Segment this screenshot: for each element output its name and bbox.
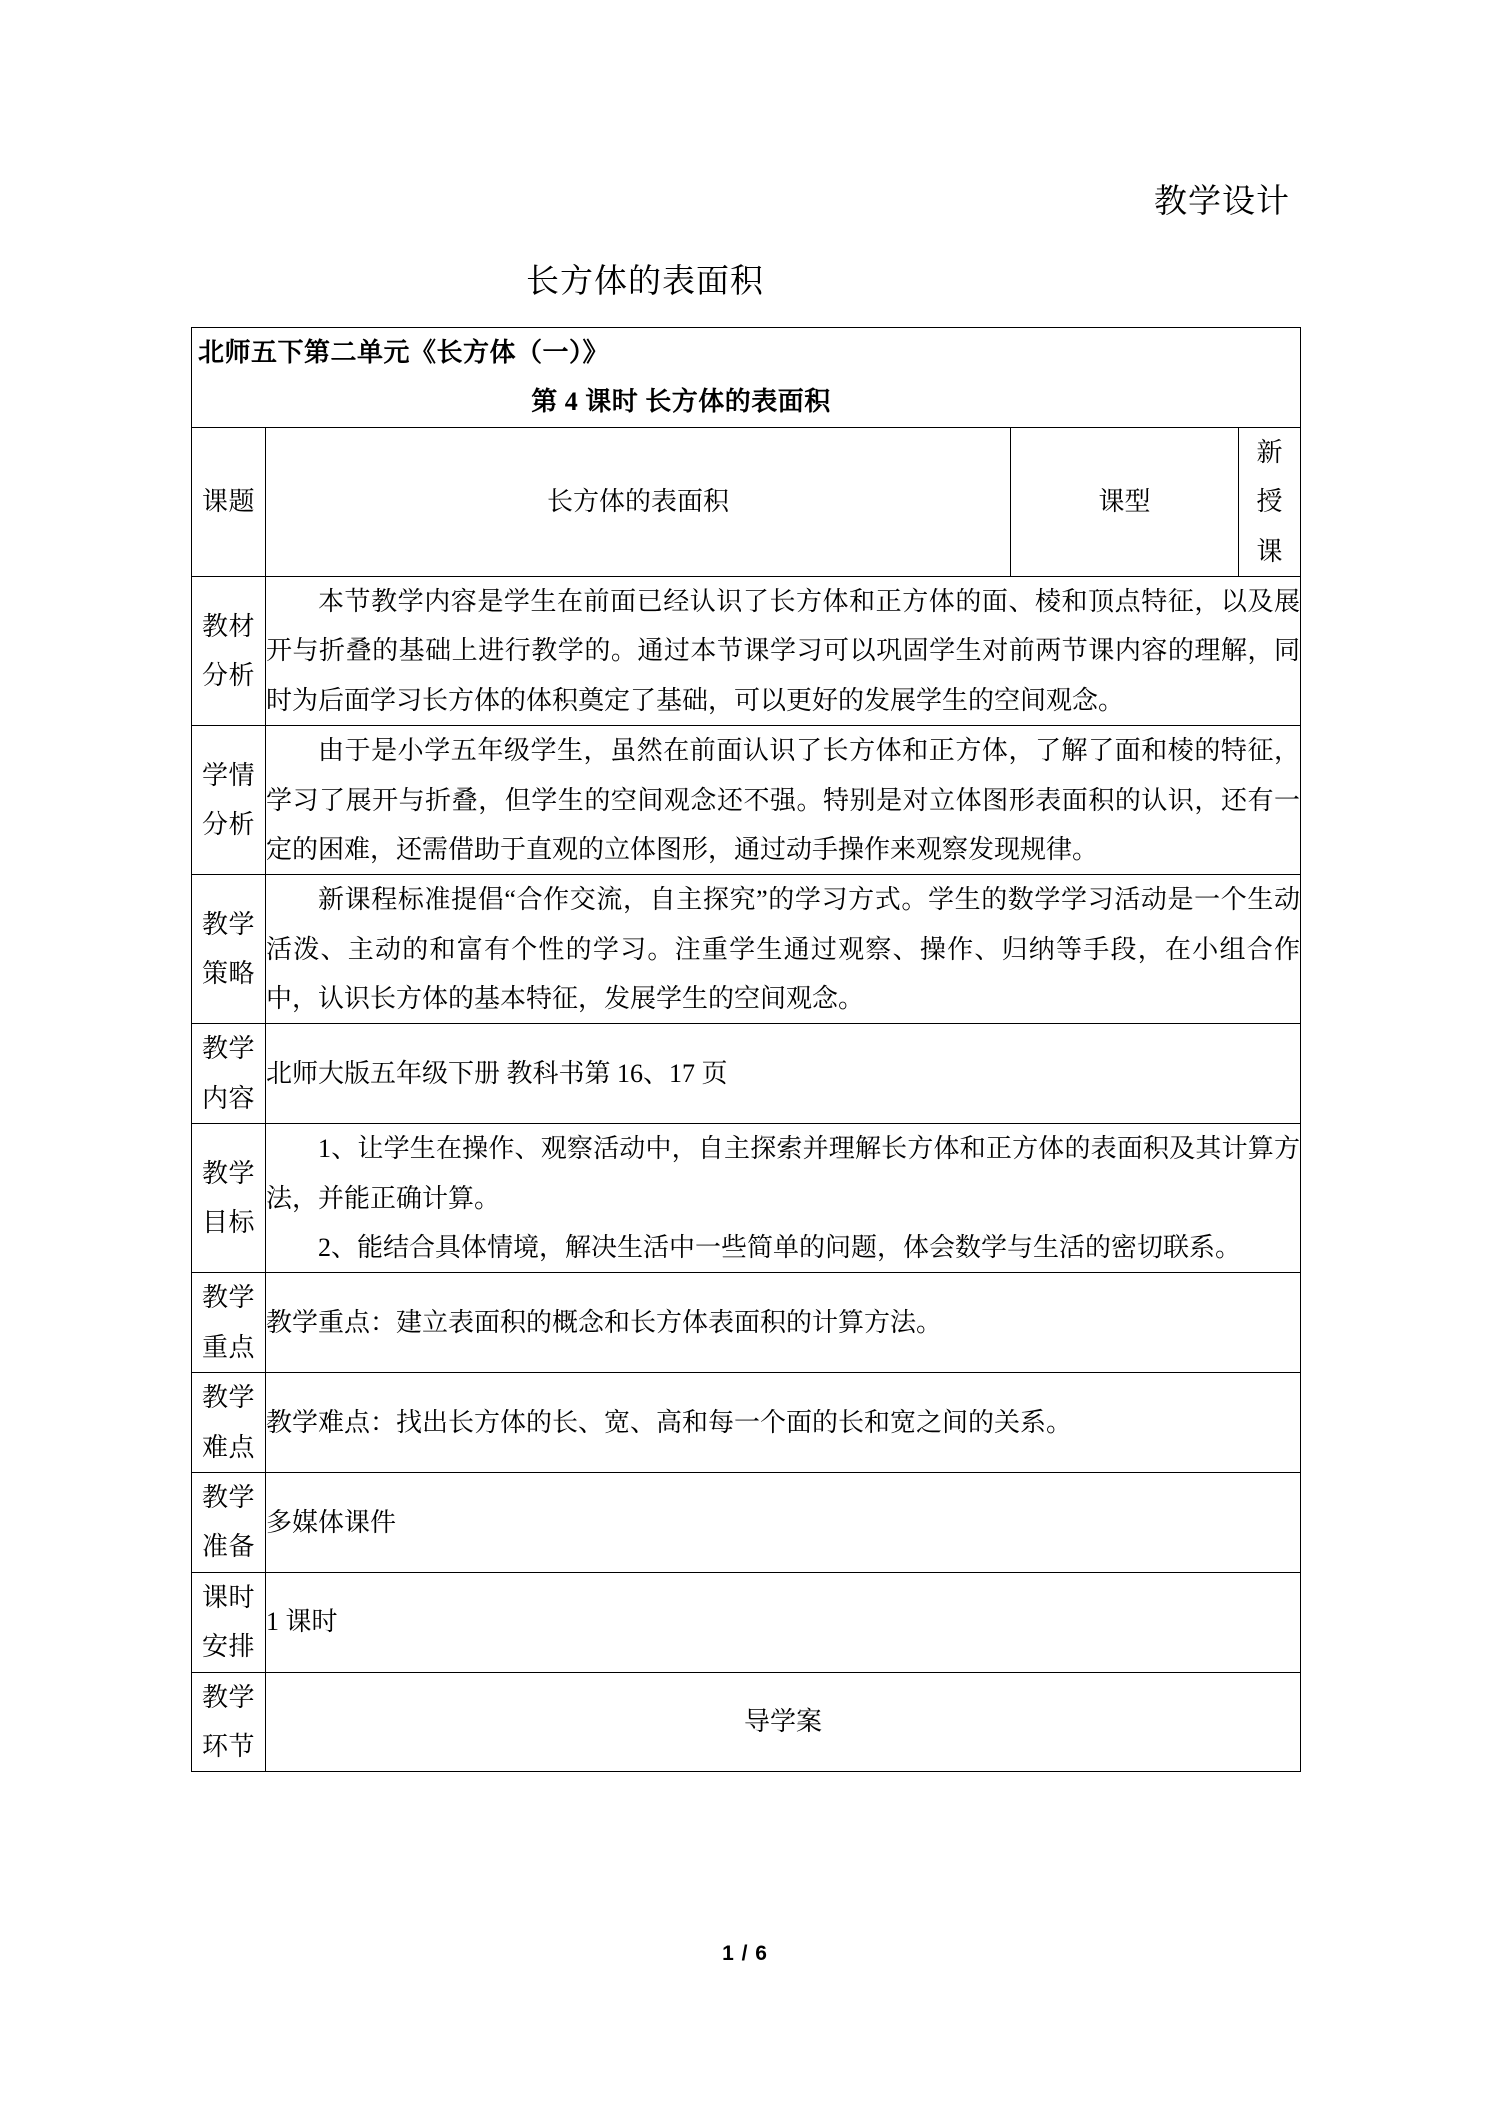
- banner-cell: [192, 328, 1301, 428]
- lesson-type-char-3: 课: [1256, 536, 1283, 566]
- row-label-textbook-analysis: [192, 576, 266, 725]
- table-row-topic: [192, 427, 1301, 576]
- table-row-key-point: [192, 1273, 1301, 1373]
- row-label-lesson-type: 课型: [1011, 427, 1239, 576]
- row-label-line-1: 课时: [201, 1582, 255, 1612]
- row-label-topic: 课题: [192, 427, 266, 576]
- row-label-line-1: 教学: [201, 1283, 255, 1313]
- row-label-teaching-content: [192, 1024, 266, 1124]
- paragraph: 由于是小学五年级学生，虽然在前面认识了长方体和正方体，了解了面和棱的特征，学习了展开与折叠，但学生的空间观念还不强。特别是对立体图形表面积的认识，还有一定的困难，还需借助于直观的立体图形，通过动手操作来观察发现规律。: [266, 736, 1301, 864]
- lesson-type-value: [1239, 427, 1301, 576]
- row-label-line-2: 安排: [201, 1632, 255, 1662]
- row-label-student-analysis: [192, 726, 266, 875]
- row-label-line-2: 环节: [201, 1731, 255, 1761]
- row-label-line-2: 策略: [201, 959, 255, 989]
- row-label-line-1: 教学: [201, 1034, 255, 1064]
- row-label-line-1: 教材: [201, 611, 255, 641]
- lesson-plan-table-body: [192, 328, 1301, 1772]
- paragraph: 1、让学生在操作、观察活动中，自主探索并理解长方体和正方体的表面积及其计算方法，并能正确计算。: [266, 1134, 1301, 1213]
- lesson-plan-table: [191, 327, 1301, 1772]
- textbook-analysis-content: [266, 576, 1301, 725]
- teaching-objectives-content: [266, 1124, 1301, 1273]
- teaching-content-value: 北师大版五年级下册 教科书第 16、17 页: [266, 1024, 1301, 1124]
- student-analysis-content: [266, 726, 1301, 875]
- table-row-preparation: [192, 1472, 1301, 1572]
- paragraph: 本节教学内容是学生在前面已经认识了长方体和正方体的面、棱和顶点特征，以及展开与折叠的基础上进行教学的。通过本节课学习可以巩固学生对前两节课内容的理解，同时为后面学习长方体的体积奠定了基础，可以更好的发展学生的空间观念。: [266, 586, 1301, 715]
- row-label-line-2: 目标: [201, 1208, 255, 1238]
- row-label-line-2: 分析: [201, 810, 255, 840]
- topic-value: 长方体的表面积: [266, 427, 1011, 576]
- row-label-line-2: 分析: [201, 661, 255, 691]
- table-row-teaching-content: [192, 1024, 1301, 1124]
- table-row-banner: [192, 328, 1301, 428]
- row-label-teaching-stage: [192, 1672, 266, 1772]
- difficult-point-value: 教学难点：找出长方体的长、宽、高和每一个面的长和宽之间的关系。: [266, 1373, 1301, 1473]
- table-row-teaching-strategy: [192, 875, 1301, 1024]
- row-label-line-1: 教学: [201, 1682, 255, 1712]
- key-point-value: 教学重点：建立表面积的概念和长方体表面积的计算方法。: [266, 1273, 1301, 1373]
- lesson-type-char-1: 新: [1256, 437, 1283, 467]
- paragraph: 2、能结合具体情境，解决生活中一些简单的问题，体会数学与生活的密切联系。: [318, 1233, 1242, 1263]
- row-label-period-arrangement: [192, 1572, 266, 1672]
- row-label-teaching-strategy: [192, 875, 266, 1024]
- row-label-key-point: [192, 1273, 266, 1373]
- document-type-heading: 教学设计: [1154, 184, 1290, 220]
- table-row-student-analysis: [192, 726, 1301, 875]
- row-label-line-2: 准备: [201, 1532, 255, 1562]
- page-title: 长方体的表面积: [526, 264, 764, 300]
- row-label-line-2: 重点: [201, 1332, 255, 1362]
- row-label-difficult-point: [192, 1373, 266, 1473]
- row-label-line-1: 教学: [201, 1383, 255, 1413]
- table-row-textbook-analysis: [192, 576, 1301, 725]
- table-row-period-arrangement: [192, 1572, 1301, 1672]
- row-label-preparation: [192, 1472, 266, 1572]
- teaching-strategy-content: [266, 875, 1301, 1024]
- teaching-stage-value: 导学案: [266, 1672, 1301, 1772]
- row-label-line-1: 教学: [201, 1158, 255, 1188]
- paragraph: 新课程标准提倡“合作交流，自主探究”的学习方式。学生的数学学习活动是一个生动活泼、主动的和富有个性的学习。注重学生通过观察、操作、归纳等手段，在小组合作中，认识长方体的基本特征，发展学生的空间观念。: [266, 885, 1301, 1014]
- table-row-teaching-objectives: [192, 1124, 1301, 1273]
- banner-line-lesson: 第 4 课时 长方体的表面积: [531, 387, 831, 417]
- table-row-teaching-stage: [192, 1672, 1301, 1772]
- table-row-difficult-point: [192, 1373, 1301, 1473]
- row-label-line-1: 教学: [201, 909, 255, 939]
- lesson-type-char-2: 授: [1256, 487, 1283, 517]
- row-label-line-1: 教学: [201, 1482, 255, 1512]
- period-arrangement-value: 1 课时: [266, 1572, 1301, 1672]
- banner-line-unit: 北师五下第二单元《长方体（一）》: [198, 338, 610, 367]
- row-label-line-2: 内容: [201, 1083, 255, 1113]
- page-number-footer: 1 / 6: [722, 1942, 768, 1965]
- row-label-teaching-objectives: [192, 1124, 266, 1273]
- row-label-line-1: 学情: [201, 760, 255, 790]
- preparation-value: 多媒体课件: [266, 1472, 1301, 1572]
- row-label-line-2: 难点: [201, 1432, 255, 1462]
